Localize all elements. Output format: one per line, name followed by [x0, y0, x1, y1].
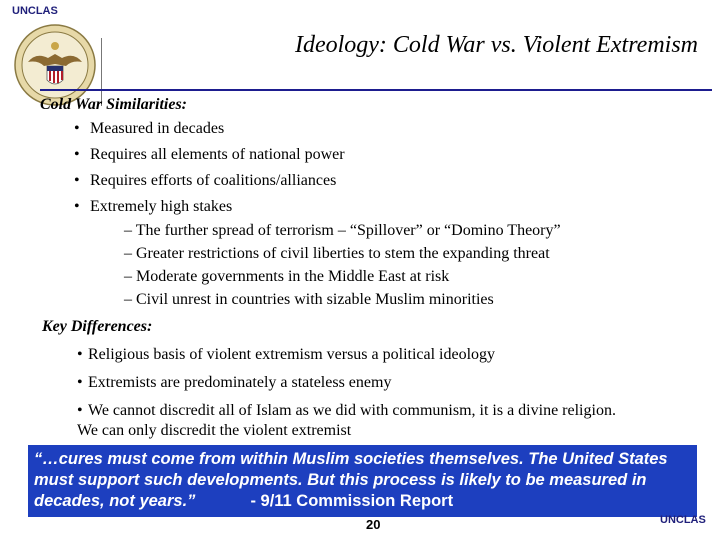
quote-box: [28, 445, 697, 517]
difference-bullet: • We cannot discredit all of Islam as we did with communism, it is a divine religion.: [77, 402, 616, 419]
difference-bullet: • Extremists are predominately a stateless enemy: [77, 374, 392, 391]
similarity-bullet: • Requires all elements of national power: [74, 146, 345, 163]
bullet-dot: •: [74, 198, 80, 215]
bullet-dot: •: [74, 120, 80, 137]
stakes-sub-bullet: – The further spread of terrorism – “Spillover” or “Domino Theory”: [124, 222, 561, 239]
key-differences-heading: Key Differences:: [42, 318, 153, 335]
stakes-sub-bullet: – Greater restrictions of civil liberties to stem the expanding threat: [124, 245, 550, 262]
stakes-sub-bullet: – Civil unrest in countries with sizable Muslim minorities: [124, 291, 494, 308]
department-seal-icon: [14, 24, 96, 106]
page-number: 20: [366, 517, 381, 532]
quote-source: - 9/11 Commission Report: [250, 492, 454, 510]
bullet-dot: •: [77, 346, 83, 363]
quote-text: “…cures must come from within Muslim societies themselves. The United States must support such developments. But this process is likely to be measured in decades, not years.”: [34, 450, 668, 510]
bullet-dot: •: [74, 172, 80, 189]
similarity-bullet: • Measured in decades: [74, 120, 225, 137]
classification-top: UNCLAS: [12, 5, 58, 17]
similarity-bullet: • Extremely high stakes: [74, 198, 233, 215]
classification-bottom: UNCLAS: [660, 514, 706, 526]
stakes-sub-bullet: – Moderate governments in the Middle East at risk: [124, 268, 450, 285]
quote: [34, 449, 691, 512]
cold-war-similarities-heading: Cold War Similarities:: [40, 96, 187, 113]
bullet-dot: •: [74, 146, 80, 163]
header-divider-horizontal: [40, 89, 712, 91]
similarity-bullet: • Requires efforts of coalitions/alliances: [74, 172, 337, 189]
bullet-dot: •: [77, 374, 83, 391]
bullet-dot: •: [77, 402, 83, 419]
difference-bullet-continuation: We can only discredit the violent extremist: [77, 422, 352, 439]
difference-bullet: • Religious basis of violent extremism versus a political ideology: [77, 346, 496, 363]
slide-title: Ideology: Cold War vs. Violent Extremism: [294, 32, 698, 58]
